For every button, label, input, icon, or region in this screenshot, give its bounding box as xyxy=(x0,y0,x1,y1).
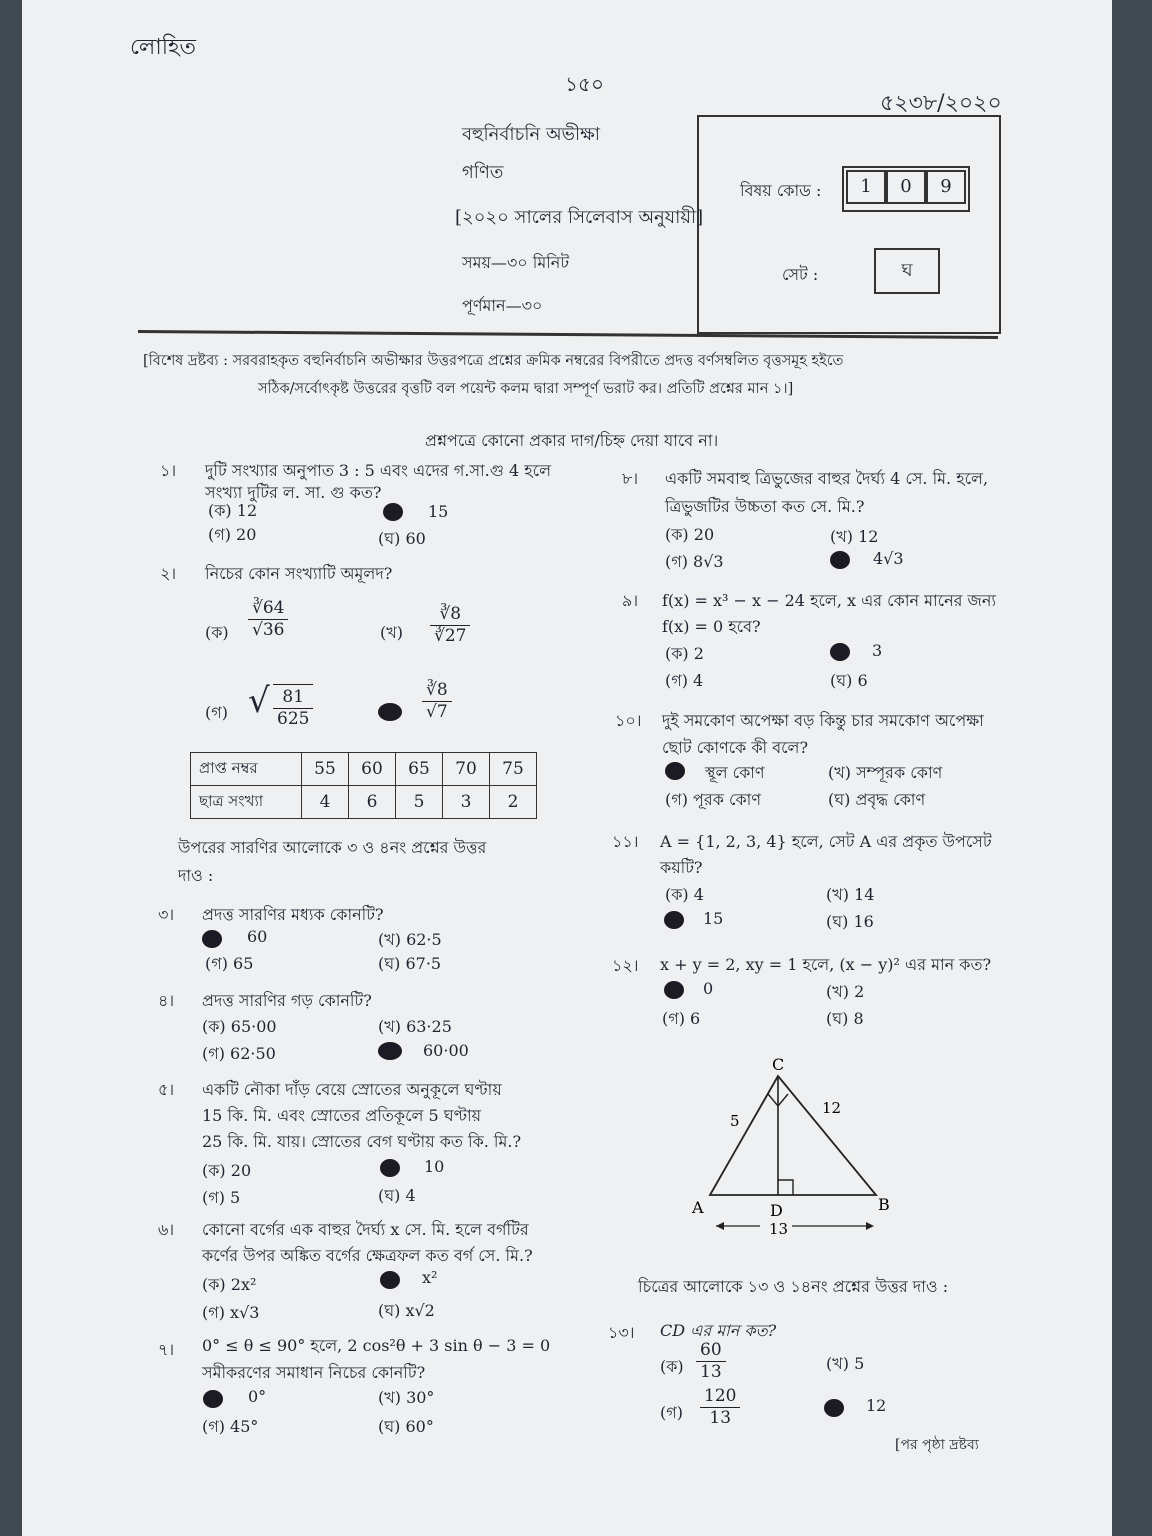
table-cell: 70 xyxy=(443,753,490,786)
q2-d-denominator: √7 xyxy=(426,702,448,723)
q8-number: ৮। xyxy=(622,469,639,488)
q6-text-2: কর্ণের উপর অঙ্কিত বর্গের ক্ষেত্রফল কত বর্গ সে. মি.? xyxy=(202,1246,533,1265)
filled-bubble xyxy=(664,981,684,999)
q10-option-c: (গ) পূরক কোণ xyxy=(665,790,761,809)
q7-option-d: (ঘ) 60° xyxy=(378,1417,434,1436)
q2-number: ২। xyxy=(160,564,177,583)
right-angle-mark-d xyxy=(778,1180,793,1195)
warning-text: প্রশ্নপত্রে কোনো প্রকার দাগ/চিহ্ন দেয়া যাবে না। xyxy=(425,431,719,450)
q12-option-d: (ঘ) 8 xyxy=(826,1009,864,1028)
q13-option-b: (খ) 5 xyxy=(826,1354,865,1373)
q11-number: ১১। xyxy=(612,832,639,851)
dimension-arrow-left xyxy=(716,1222,724,1230)
table-row-label: প্রাপ্ত নম্বর xyxy=(191,753,302,786)
label-b: B xyxy=(878,1195,890,1214)
table-row-label: ছাত্র সংখ্যা xyxy=(191,786,302,819)
q9-option-c: (গ) 4 xyxy=(665,671,704,690)
table-cell: 3 xyxy=(443,786,490,819)
figure-note: চিত্রের আলোকে ১৩ ও ১৪নং প্রশ্নের উত্তর দাও : xyxy=(638,1277,949,1296)
q8-option-d: 4√3 xyxy=(873,549,904,568)
q10-option-a: স্থূল কোণ xyxy=(705,763,765,782)
table-cell: 60 xyxy=(349,753,396,786)
q9-option-d: (ঘ) 6 xyxy=(830,671,868,690)
filled-bubble xyxy=(830,551,850,569)
q13-a-denominator: 13 xyxy=(700,1362,722,1383)
q10-text-2: ছোট কোণকে কী বলে? xyxy=(662,738,809,757)
q4-option-d: 60·00 xyxy=(423,1041,469,1060)
subject-code-label: বিষয় কোড : xyxy=(740,181,822,200)
syllabus-note: [২০২০ সালের সিলেবাস অনুযায়ী] xyxy=(455,207,704,228)
q2-option-d xyxy=(422,680,452,724)
q8-text-2: ত্রিভুজটির উচ্চতা কত সে. মি.? xyxy=(665,497,865,516)
page-number: ১৫০ xyxy=(565,72,604,96)
q13-c-numerator: 120 xyxy=(700,1386,740,1408)
table-cell: 55 xyxy=(302,753,349,786)
q6-option-c: (গ) x√3 xyxy=(202,1303,260,1322)
q11-option-b: (খ) 14 xyxy=(826,885,875,904)
q2-label-kha: (খ) xyxy=(380,623,403,642)
q5-option-a: (ক) 20 xyxy=(202,1161,252,1180)
time-allowed: সময়—৩০ মিনিট xyxy=(462,253,570,272)
q13-a-numerator: 60 xyxy=(696,1340,726,1362)
q1-number: ১। xyxy=(160,461,177,480)
q2-b-denominator: ∛27 xyxy=(434,626,467,647)
q9-text-2: f(x) = 0 হবে? xyxy=(662,617,761,636)
q6-option-a: (ক) 2x² xyxy=(202,1275,257,1294)
filled-bubble xyxy=(380,1159,400,1177)
subject-code-digit: 0 xyxy=(886,170,926,204)
q2-b-numerator: ∛8 xyxy=(430,604,470,626)
q12-option-b: (খ) 2 xyxy=(826,982,865,1001)
q1-text-1: দুটি সংখ্যার অনুপাত 3 : 5 এবং এদের গ.সা.গু 4 হলে xyxy=(205,461,552,480)
q10-option-d: (ঘ) প্রবৃদ্ধ কোণ xyxy=(828,790,926,809)
q9-text-1: f(x) = x³ − x − 24 হলে, x এর কোন মানের জন্য xyxy=(662,591,997,610)
q6-option-b: x² xyxy=(422,1268,438,1287)
q3-option-c: (গ) 65 xyxy=(205,954,254,973)
filled-bubble xyxy=(830,643,850,661)
side-ac-length: 5 xyxy=(730,1112,740,1130)
table-row xyxy=(191,786,537,819)
set-label: সেট : xyxy=(782,265,819,284)
filled-bubble xyxy=(378,703,402,721)
filled-bubble xyxy=(383,503,403,521)
q3-option-d: (ঘ) 67·5 xyxy=(378,954,442,973)
q4-text: প্রদত্ত সারণির গড় কোনটি? xyxy=(202,991,372,1010)
label-a: A xyxy=(692,1198,704,1217)
q3-number: ৩। xyxy=(158,905,175,924)
filled-bubble xyxy=(202,930,222,948)
instruction-line-1: [বিশেষ দ্রষ্টব্য : সরবরাহকৃত বহুনির্বাচনি অভীক্ষার উত্তরপত্রে প্রশ্নের ক্রমিক নম্বরের বিপরীতে প্রদত্ত বর্ণসম্বলিত বৃত্তসমূহ হইতে xyxy=(143,353,844,369)
q1-option-b: 15 xyxy=(428,502,449,521)
q6-option-d: (ঘ) x√2 xyxy=(378,1301,435,1320)
q9-number: ৯। xyxy=(622,591,639,610)
filled-bubble xyxy=(824,1399,844,1417)
q10-text-1: দুই সমকোণ অপেক্ষা বড় কিন্তু চার সমকোণ অপেক্ষা xyxy=(662,711,984,730)
q2-c-denominator: 625 xyxy=(277,709,310,730)
q5-option-b: 10 xyxy=(424,1157,445,1176)
q5-text-3: 25 কি. মি. যায়। স্রোতের বেগ ঘণ্টায় কত কি. মি.? xyxy=(202,1132,522,1151)
table-row xyxy=(191,753,537,786)
q3-option-b: (খ) 62·5 xyxy=(378,930,442,949)
q11-text-1: A = {1, 2, 3, 4} হলে, সেট A এর প্রকৃত উপসেট xyxy=(660,832,992,851)
q9-option-b: 3 xyxy=(872,641,883,660)
dimension-arrow-right xyxy=(866,1222,874,1230)
table-note-1: উপরের সারণির আলোকে ৩ ও ৪নং প্রশ্নের উত্তর xyxy=(178,838,487,857)
full-marks: পূর্ণমান—৩০ xyxy=(462,296,543,315)
q10-number: ১০। xyxy=(615,711,642,730)
q11-option-a: (ক) 4 xyxy=(665,885,704,904)
subject-code-digit: 1 xyxy=(846,170,886,204)
q3-option-a: 60 xyxy=(247,927,268,946)
label-d: D xyxy=(770,1201,783,1220)
q7-option-b: (খ) 30° xyxy=(378,1388,435,1407)
q13-option-c xyxy=(700,1386,740,1430)
q5-text-1: একটি নৌকা দাঁড় বেয়ে স্রোতের অনুকূলে ঘণ্টায় xyxy=(202,1080,502,1099)
q1-option-c: (গ) 20 xyxy=(208,525,257,544)
q11-option-c: 15 xyxy=(703,909,724,928)
table-cell: 2 xyxy=(490,786,537,819)
label-c: C xyxy=(772,1055,785,1074)
q1-option-d: (ঘ) 60 xyxy=(378,529,426,548)
q12-text: x + y = 2, xy = 1 হলে, (x − y)² এর মান কত? xyxy=(660,955,992,974)
corner-label: লোহিত xyxy=(130,35,197,60)
q4-option-c: (গ) 62·50 xyxy=(202,1044,276,1063)
q7-option-a: 0° xyxy=(248,1387,267,1406)
q5-option-d: (ঘ) 4 xyxy=(378,1186,416,1205)
table-cell: 65 xyxy=(396,753,443,786)
table-note-2: দাও : xyxy=(178,866,214,885)
frequency-table xyxy=(190,752,537,819)
filled-bubble xyxy=(203,1390,223,1408)
q2-option-a xyxy=(248,598,288,642)
triangle-figure xyxy=(680,1050,910,1245)
q10-option-b: (খ) সম্পূরক কোণ xyxy=(828,763,943,782)
exam-name: বহুনির্বাচনি অভীক্ষা xyxy=(462,124,600,145)
q7-text-1: 0° ≤ θ ≤ 90° হলে, 2 cos²θ + 3 sin θ − 3 = 0 xyxy=(202,1336,551,1355)
q13-option-d: 12 xyxy=(866,1396,887,1415)
q5-option-c: (গ) 5 xyxy=(202,1188,241,1207)
table-cell: 4 xyxy=(302,786,349,819)
q7-text-2: সমীকরণের সমাধান নিচের কোনটি? xyxy=(202,1363,426,1382)
q2-text: নিচের কোন সংখ্যাটি অমূলদ? xyxy=(205,564,393,583)
table-cell: 6 xyxy=(349,786,396,819)
q7-option-c: (গ) 45° xyxy=(202,1417,259,1436)
q8-option-a: (ক) 20 xyxy=(665,525,715,544)
q4-option-a: (ক) 65·00 xyxy=(202,1017,277,1036)
code-box xyxy=(697,115,1001,334)
sqrt-symbol: √ xyxy=(248,681,270,721)
q12-option-a: 0 xyxy=(703,979,714,998)
q13-c-denominator: 13 xyxy=(709,1408,732,1429)
q2-label-ga: (গ) xyxy=(205,703,228,722)
side-bc-length: 12 xyxy=(822,1099,842,1117)
q13-number: ১৩। xyxy=(608,1323,635,1342)
table-cell: 5 xyxy=(396,786,443,819)
instruction-line-2: সঠিক/সর্বোৎকৃষ্ট উত্তরের বৃত্তটি বল পয়েন্ট কলম দ্বারা সম্পূর্ণ ভরাট কর। প্রতিটি প্রশ্নের মান ১।] xyxy=(258,381,794,397)
subject-code-digit: 9 xyxy=(926,170,966,204)
subject-name: গণিত xyxy=(462,162,504,183)
q2-d-numerator: ∛8 xyxy=(422,680,452,702)
filled-bubble xyxy=(380,1271,400,1289)
q5-text-2: 15 কি. মি. এবং স্রোতের প্রতিকূলে 5 ঘণ্টায় xyxy=(202,1106,482,1125)
q2-option-b xyxy=(430,604,470,648)
q9-option-a: (ক) 2 xyxy=(665,644,704,663)
q8-option-b: (খ) 12 xyxy=(830,527,879,546)
filled-bubble xyxy=(378,1042,402,1060)
q7-number: ৭। xyxy=(158,1340,175,1359)
q3-text: প্রদত্ত সারণির মধ্যক কোনটি? xyxy=(202,905,384,924)
q13-text: CD এর মান কত? xyxy=(660,1321,777,1340)
q13-label-ga: (গ) xyxy=(660,1403,683,1422)
q13-label-ka: (ক) xyxy=(660,1357,684,1376)
side-ab-length: 13 xyxy=(769,1220,789,1238)
q6-number: ৬। xyxy=(158,1220,175,1239)
q2-label-ka: (ক) xyxy=(205,623,229,642)
q12-number: ১২। xyxy=(612,956,639,975)
q1-text-2: সংখ্যা দুটির ল. সা. গু কত? xyxy=(205,483,382,502)
q2-a-denominator: √36 xyxy=(252,620,285,641)
q4-number: ৪। xyxy=(158,991,175,1010)
q2-a-numerator: ∛64 xyxy=(248,598,288,620)
filled-bubble xyxy=(664,911,684,929)
q8-text-1: একটি সমবাহু ত্রিভুজের বাহুর দৈর্ঘ্য 4 সে. মি. হলে, xyxy=(665,469,989,488)
filled-bubble xyxy=(665,762,685,780)
table-cell: 75 xyxy=(490,753,537,786)
q11-option-d: (ঘ) 16 xyxy=(826,912,874,931)
q1-option-a: (ক) 12 xyxy=(208,501,258,520)
q11-text-2: কয়টি? xyxy=(660,858,703,877)
q2-c-numerator: 81 xyxy=(273,687,313,709)
next-page-note: [পর পৃষ্ঠা দ্রষ্টব্য xyxy=(895,1437,979,1453)
set-value: ঘ xyxy=(874,248,940,294)
q2-option-c xyxy=(273,684,313,731)
q4-option-b: (খ) 63·25 xyxy=(378,1017,452,1036)
q12-option-c: (গ) 6 xyxy=(662,1009,701,1028)
q6-text-1: কোনো বর্গের এক বাহুর দৈর্ঘ্য x সে. মি. হলে বর্গটির xyxy=(202,1220,529,1239)
q5-number: ৫। xyxy=(158,1080,175,1099)
q13-option-a xyxy=(696,1340,726,1384)
triangle-abc xyxy=(710,1076,876,1195)
q8-option-c: (গ) 8√3 xyxy=(665,552,724,571)
reference-number: ৫২৩৮/২০২০ xyxy=(880,91,1002,116)
